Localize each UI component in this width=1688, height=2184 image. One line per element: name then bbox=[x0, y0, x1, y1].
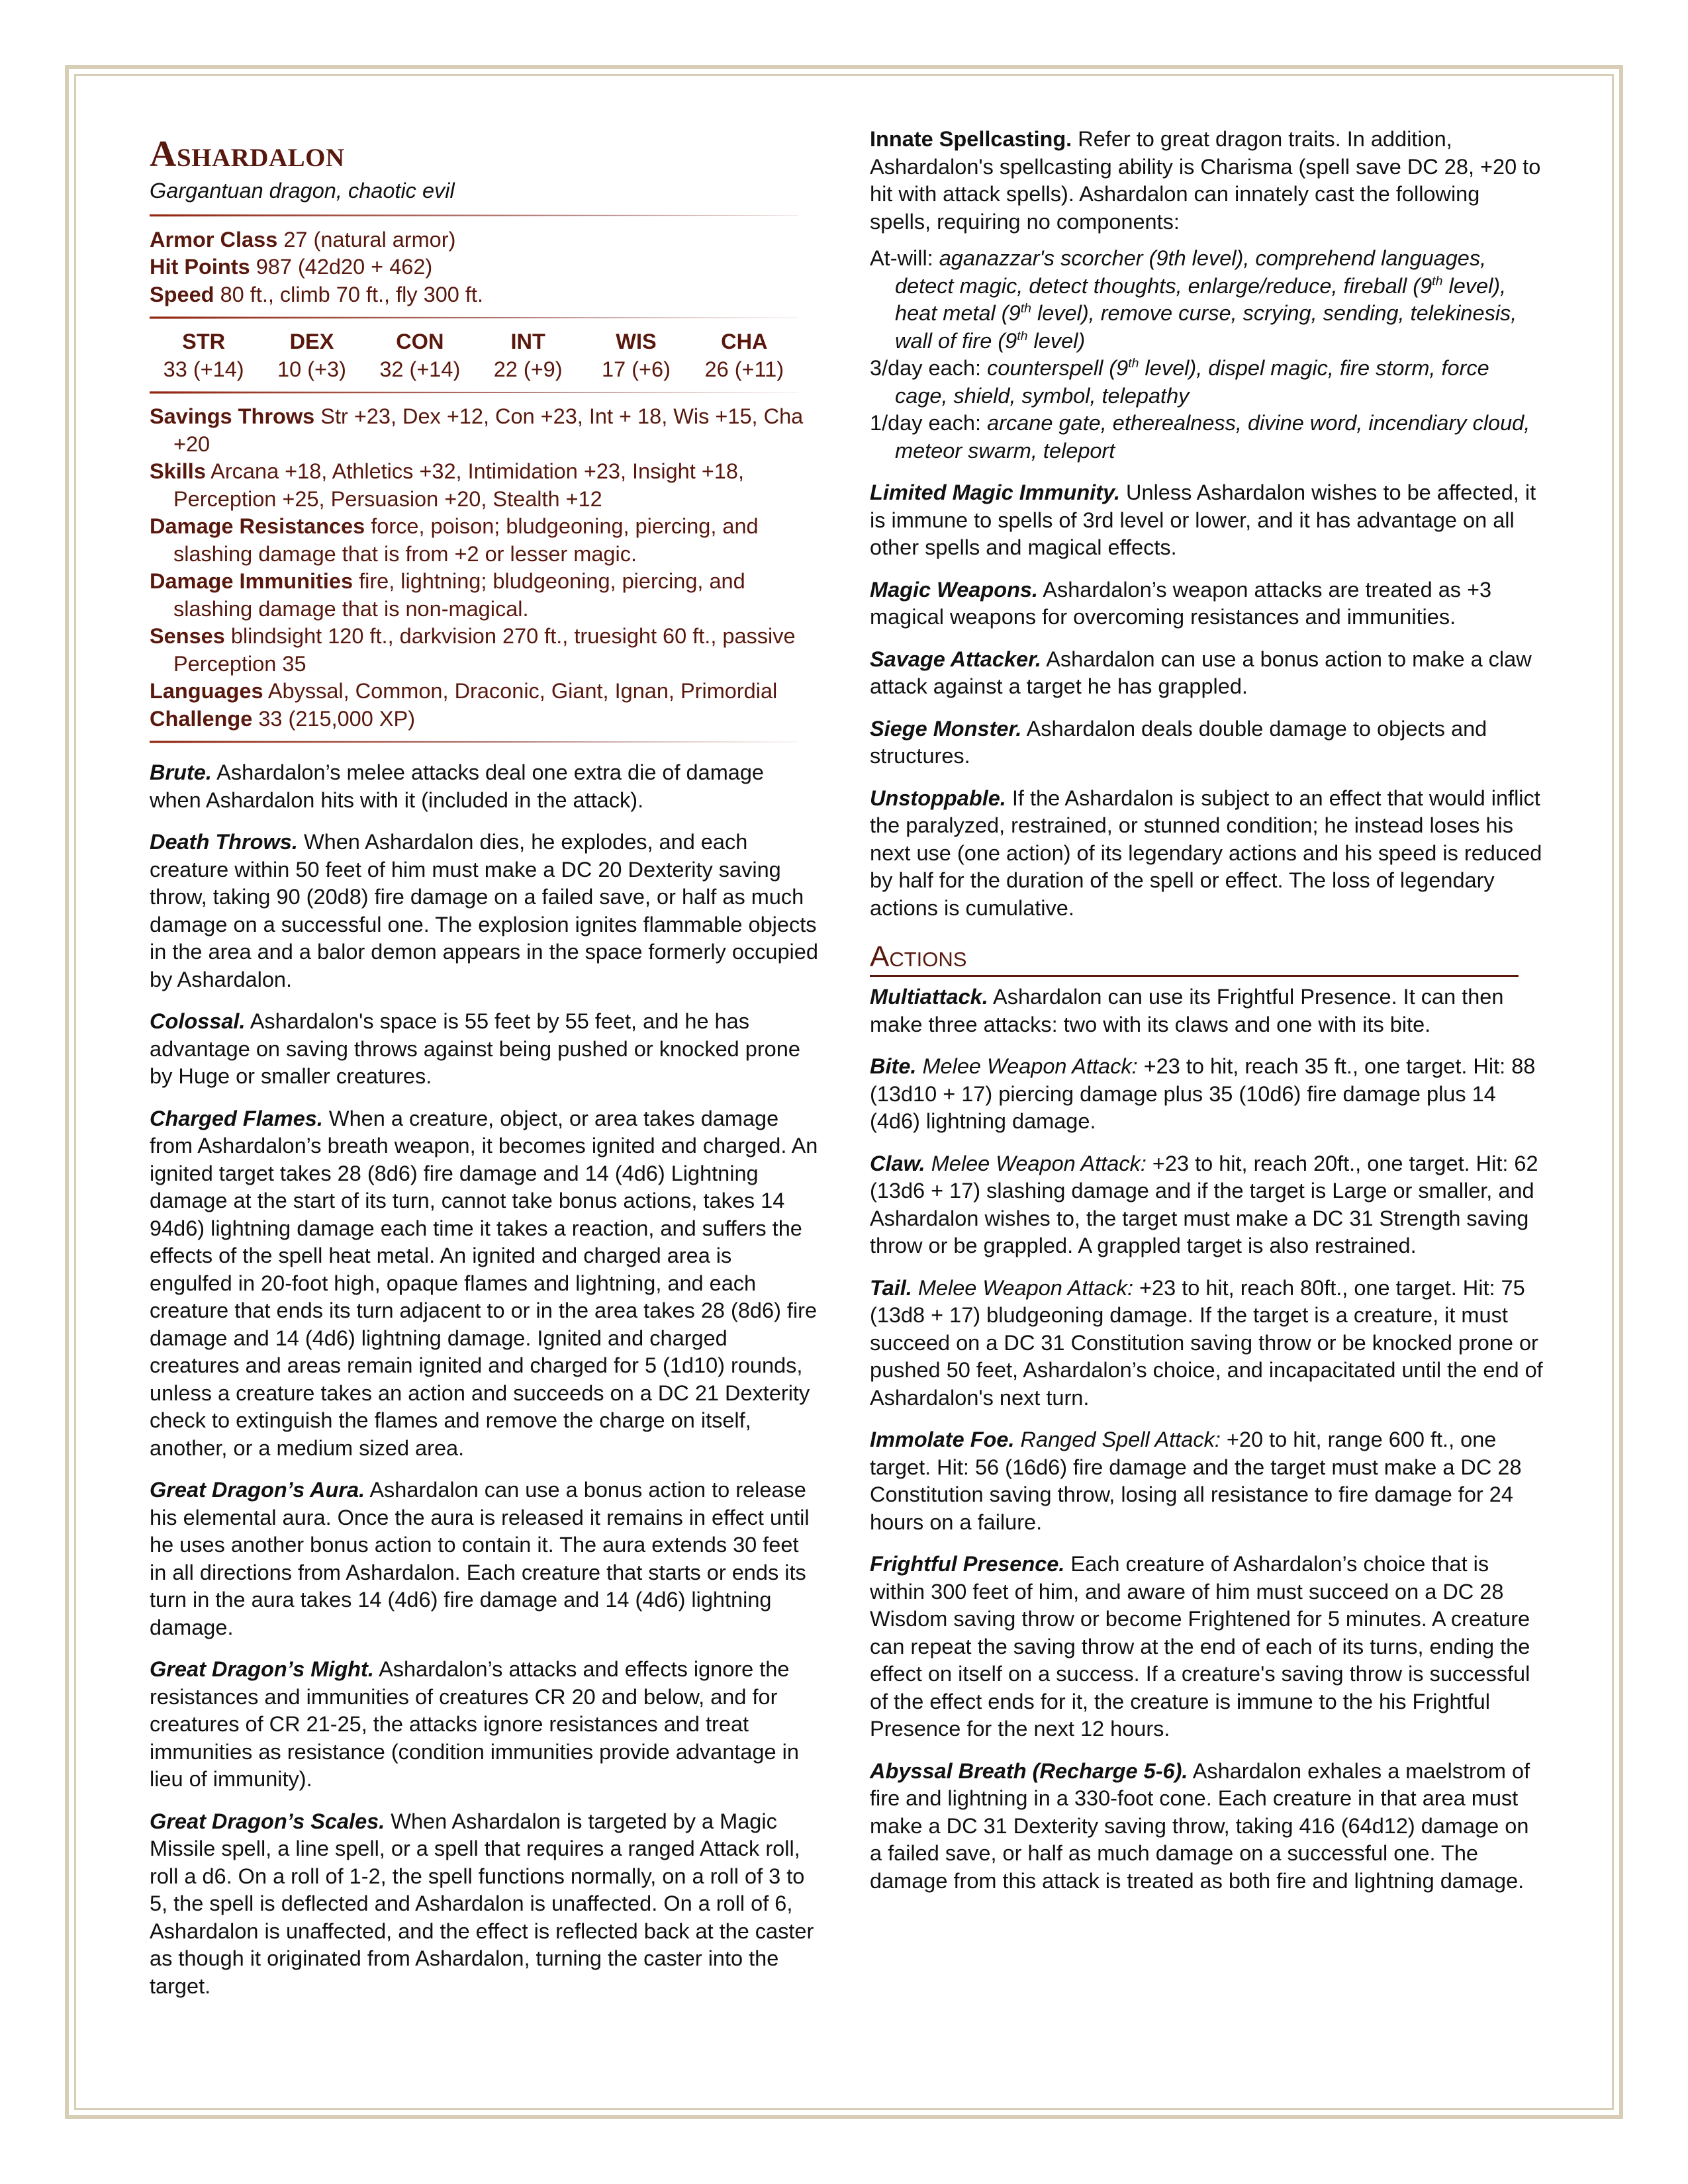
action-immolate-foe: Immolate Foe. Ranged Spell Attack: +20 to hit, range 600 ft., one target. Hit: 56 (16d6) fire damage and the target must make a DC 28 Constitution saving throw, losing all resistance to fire damage for 24 hours on a failure. bbox=[870, 1428, 1522, 1534]
speed: Speed 80 ft., climb 70 ft., fly 300 ft. bbox=[150, 282, 483, 306]
ability-scores bbox=[150, 328, 798, 383]
senses: Senses blindsight 120 ft., darkvision 270 ft., truesight 60 ft., passive Perception 35 bbox=[150, 624, 796, 676]
monster-type: Gargantuan dragon, chaotic evil bbox=[150, 179, 455, 203]
trait-great-dragons-might: Great Dragon’s Might. Ashardalon’s attacks and effects ignore the resistances and immunities of creatures CR 20 and below, and for creatures of CR 21-25, the attacks ignore resistances and treat immunities as resistance (condition immunities provide advantage in lieu of immunity). bbox=[150, 1657, 799, 1791]
divider bbox=[150, 213, 798, 218]
ability-str: STR 33 (+14) bbox=[163, 330, 244, 381]
languages: Languages Abyssal, Common, Draconic, Giant, Ignan, Primordial bbox=[150, 679, 778, 703]
spell-list bbox=[870, 245, 1545, 465]
trait-charged-flames: Charged Flames. When a creature, object, or area takes damage from Ashardalon’s breath weapon, it becomes ignited and charged. An ignited target takes 28 (8d6) fire damage and 14 (4d6) Lightning damage at the start of its turn, cannot take bonus actions, takes 14 94d6) lightning damage each time it takes a reaction, and suffers the effects of the spell heat metal. An ignited and charged area is engulfed in 20-foot high, opaque flames and lightning, and each creature that ends its turn adjacent to or in the area takes 28 (8d6) fire damage and 14 (4d6) lightning damage. Ignited and charged creatures and areas remain ignited and charged for 5 (1d10) rounds, unless a creature takes an action and succeeds on a DC 21 Dexterity check to extinguish the flames and remove the charge on itself, another, or a medium sized area. bbox=[150, 1106, 818, 1460]
trait-unstoppable: Unstoppable. If the Ashardalon is subject to an effect that would inflict the paralyzed, restrained, or stunned condition; he instead loses his next use (one action) of its legendary actions and his speed is reduced by half for the duration of the spell or effect. The loss of legendary actions is cumulative. bbox=[870, 786, 1542, 920]
traits-left bbox=[150, 759, 818, 2000]
action-abyssal-breath: Abyssal Breath (Recharge 5-6). Ashardalon exhales a maelstrom of fire and lightning in a 330-foot cone. Each creature in that area must make a DC 31 Dexterity saving throw, taking 416 (64d12) damage on a failed save, or half as much damage on a successful one. The damage from this attack is treated as both fire and lightning damage. bbox=[870, 1758, 1530, 1893]
trait-great-dragons-aura: Great Dragon’s Aura. Ashardalon can use a bonus action to release his elemental aura. Once the aura is released it remains in effect until he uses another bonus action to contain it. The aura extends 30 feet in all directions from Ashardalon. Each creature that starts or ends its turn in the aura takes 14 (4d6) fire damage and 14 (4d6) lightning damage. bbox=[150, 1478, 810, 1639]
trait-colossal: Colossal. Ashardalon's space is 55 feet by 55 feet, and he has advantage on saving throws against being pushed or knocked prone by Huge or smaller creatures. bbox=[150, 1009, 800, 1088]
trait-death-throws: Death Throws. When Ashardalon dies, he explodes, and each creature within 50 feet of him must make a DC 20 Dexterity saving throw, taking 90 (20d8) fire damage on a failed save, or half as much damage on a successful one. The explosion ignites flammable objects in the area and a balor demon appears in the space formerly occupied by Ashardalon. bbox=[150, 830, 818, 991]
monster-name: Ashardalon bbox=[150, 134, 345, 175]
divider bbox=[150, 390, 798, 395]
ability-int: INT 22 (+9) bbox=[493, 330, 563, 381]
action-frightful-presence: Frightful Presence. Each creature of Ashardalon’s choice that is within 300 feet of him, and aware of him must succeed on a DC 28 Wisdom saving throw or become Frightened for 5 minutes. A creature can repeat the saving throw at the end of each of its turns, ending the effect on itself on a success. If a creature's saving throw is successful of the effect ends for it, the creature is immune to the his Frightful Presence for the next 12 hours. bbox=[870, 1552, 1530, 1741]
spell-line-atwill: At-will: aganazzar's scorcher (9th level), comprehend languages, detect magic, detect thoughts, enlarge/reduce, fireball (9th level), heat metal (9th level), remove curse, scrying, sending, telekinesis, wall of fire (9th level) bbox=[870, 246, 1517, 353]
trait-savage-attacker: Savage Attacker. Ashardalon can use a bonus action to make a claw attack against a target he has grappled. bbox=[870, 647, 1532, 698]
properties bbox=[150, 403, 818, 733]
skills: Skills Arcana +18, Athletics +32, Intimidation +23, Insight +18, Perception +25, Persuasion +20, Stealth +12 bbox=[150, 459, 744, 511]
action-bite: Bite. Melee Weapon Attack: +23 to hit, reach 35 ft., one target. Hit: 88 (13d10 + 17) piercing damage plus 35 (10d6) fire damage plus 14 (4d6) lightning damage. bbox=[870, 1054, 1536, 1133]
trait-siege-monster: Siege Monster. Ashardalon deals double damage to objects and structures. bbox=[870, 716, 1487, 768]
divider bbox=[150, 315, 798, 320]
spell-line-1day: 1/day each: arcane gate, etherealness, divine word, incendiary cloud, meteor swarm, teleport bbox=[870, 411, 1530, 463]
damage-resistances: Damage Resistances force, poison; bludgeoning, piercing, and slashing damage that is from +2 or lesser magic. bbox=[150, 514, 759, 566]
trait-magic-weapons: Magic Weapons. Ashardalon’s weapon attacks are treated as +3 magical weapons for overcoming resistances and immunities. bbox=[870, 577, 1492, 629]
action-multiattack: Multiattack. Ashardalon can use its Frightful Presence. It can then make three attacks: two with its claws and one with its bite. bbox=[870, 985, 1504, 1036]
action-tail: Tail. Melee Weapon Attack: +23 to hit, reach 80ft., one target. Hit: 75 (13d8 + 17) bludgeoning damage. If the target is a creature, it must succeed on a DC 31 Constitution saving throw or be knocked prone or pushed 50 feet, Ashardalon’s choice, and incapacitated until the end of Ashardalon's next turn. bbox=[870, 1275, 1543, 1410]
damage-immunities: Damage Immunities fire, lightning; bludgeoning, piercing, and slashing damage that is non-magical. bbox=[150, 569, 745, 621]
spell-line-3day: 3/day each: counterspell (9th level), dispel magic, fire storm, force cage, shield, symbol, telepathy bbox=[870, 356, 1489, 408]
ability-cha: CHA 26 (+11) bbox=[704, 330, 784, 381]
trait-brute: Brute. Ashardalon’s melee attacks deal one extra die of damage when Ashardalon hits with it (included in the attack). bbox=[150, 760, 765, 812]
right-column bbox=[870, 126, 1545, 1909]
trait-great-dragons-scales: Great Dragon’s Scales. When Ashardalon is targeted by a Magic Missile spell, a line spell, or a spell that requires a ranged Attack roll, roll a d6. On a roll of 1-2, the spell functions normally, on a roll of 3 to 5, the spell is deflected and Ashardalon is unaffected. On a roll of 6, Ashardalon is unaffected, and the effect is reflected back at the caster as though it originated from Ashardalon, turning the caster into the target. bbox=[150, 1809, 814, 1998]
ability-dex: DEX 10 (+3) bbox=[277, 330, 346, 381]
actions-heading: Actions bbox=[870, 940, 1519, 977]
armor-class: Armor Class 27 (natural armor) bbox=[150, 227, 456, 251]
hit-points: Hit Points 987 (42d20 + 462) bbox=[150, 255, 433, 279]
left-column bbox=[150, 126, 818, 2015]
saving-throws: Savings Throws Str +23, Dex +12, Con +23, Int + 18, Wis +15, Cha +20 bbox=[150, 404, 804, 456]
trait-limited-magic-immunity: Limited Magic Immunity. Unless Ashardalon wishes to be affected, it is immune to spells of 3rd level or lower, and it has advantage on all other spells and magical effects. bbox=[870, 480, 1536, 559]
trait-innate-spellcasting: Innate Spellcasting. Refer to great dragon traits. In addition, Ashardalon's spellcasting ability is Charisma (spell save DC 28, +20 to hit with attack spells). Ashardalon can innately cast the following spells, requiring no components: bbox=[870, 127, 1541, 234]
action-claw: Claw. Melee Weapon Attack: +23 to hit, reach 20ft., one target. Hit: 62 (13d6 + 17) slashing damage and if the target is Large or smaller, and Ashardalon wishes to, the target must make a DC 31 Strength saving throw or be grappled. A grappled target is also restrained. bbox=[870, 1151, 1538, 1257]
ability-con: CON 32 (+14) bbox=[379, 330, 461, 381]
divider bbox=[150, 739, 798, 745]
challenge: Challenge 33 (215,000 XP) bbox=[150, 706, 416, 731]
ability-wis: WIS 17 (+6) bbox=[602, 330, 671, 381]
